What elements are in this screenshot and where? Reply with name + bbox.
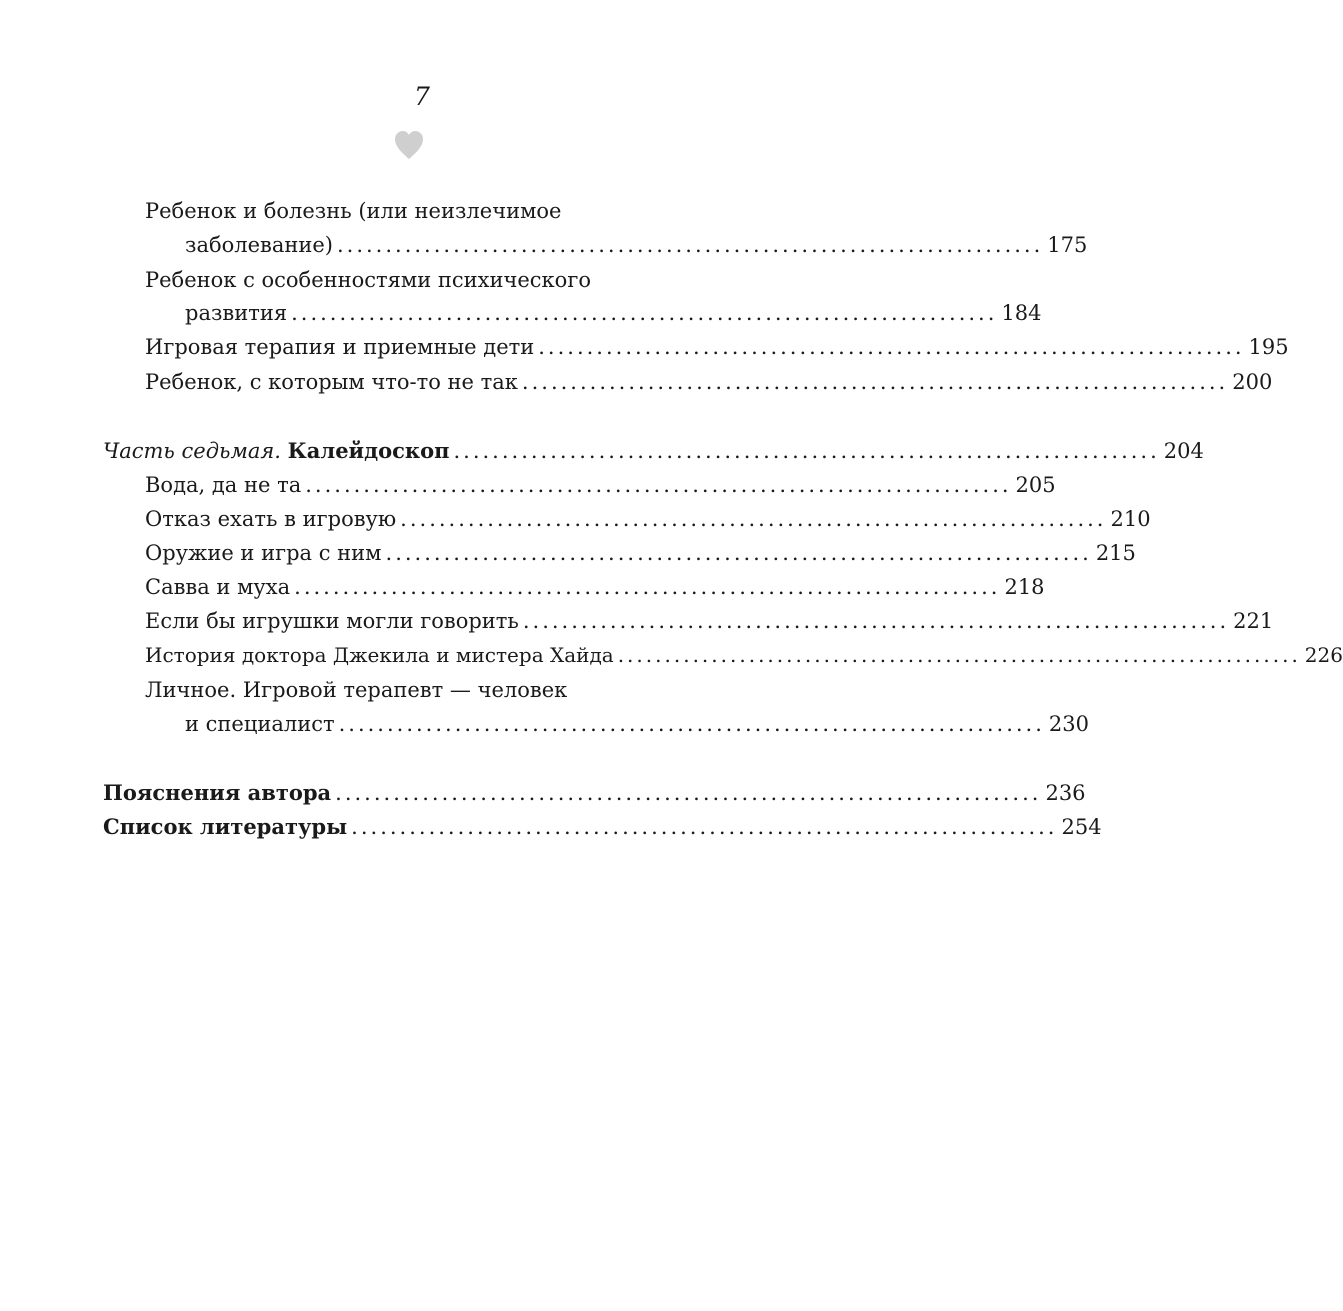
leader-dots: ......................................................................... xyxy=(617,643,1301,667)
page-number: 7 xyxy=(414,82,430,111)
leader-dots: ......................................................................... xyxy=(522,609,1230,633)
toc-entry-page: 175 xyxy=(1047,233,1088,257)
toc-part xyxy=(103,435,1204,467)
toc-entry-title: Оружие и игра с ним xyxy=(145,541,382,565)
toc-entry-page: 210 xyxy=(1110,507,1151,531)
heart-icon xyxy=(392,128,426,162)
leader-dots: ......................................................................... xyxy=(291,301,998,325)
toc-entry-title: Игровая терапия и приемные дети xyxy=(145,335,535,359)
toc-section-title: Список литературы xyxy=(103,814,348,839)
leader-dots: ......................................................................... xyxy=(336,233,1044,257)
toc-section-page: 254 xyxy=(1061,815,1102,839)
toc-entry-page: 195 xyxy=(1248,335,1289,359)
toc-part-title: Калейдоскоп xyxy=(287,438,450,463)
toc-entry-line: Ребенок и болезнь (или неизлечимое xyxy=(145,199,562,223)
toc-entry-title: и специалист xyxy=(185,712,335,736)
leader-dots: ......................................................................... xyxy=(338,712,1045,736)
toc-entry xyxy=(145,639,1343,671)
toc-entry-line: Ребенок с особенностями психического xyxy=(145,268,591,292)
leader-dots: ......................................................................... xyxy=(453,439,1160,463)
toc-section-page: 236 xyxy=(1045,781,1086,805)
toc-entry-page: 226 xyxy=(1304,643,1343,667)
toc-entry-page: 230 xyxy=(1048,712,1089,736)
toc-entry-page: 215 xyxy=(1095,541,1136,565)
toc-entry-page: 221 xyxy=(1233,609,1274,633)
toc-entry-title: Отказ ехать в игровую xyxy=(145,507,397,531)
toc-entry xyxy=(185,297,1042,329)
toc-entry xyxy=(145,469,1056,501)
leader-dots: ......................................................................... xyxy=(294,575,1001,599)
toc-entry-title: Если бы игрушки могли говорить xyxy=(145,609,519,633)
toc-entry-page: 218 xyxy=(1004,575,1045,599)
toc-part-prefix: Часть седьмая. xyxy=(103,439,281,463)
toc-entry-page: 205 xyxy=(1015,473,1056,497)
toc-part-page: 204 xyxy=(1163,439,1204,463)
leader-dots: ......................................................................... xyxy=(521,370,1229,394)
toc-entry-title: История доктора Джекила и мистера Хайда xyxy=(145,643,614,667)
toc-entry xyxy=(145,571,1045,603)
leader-dots: ......................................................................... xyxy=(538,335,1245,359)
toc-entry-title: Вода, да не та xyxy=(145,473,302,497)
toc-entry-title: заболевание) xyxy=(185,233,333,257)
toc-section xyxy=(103,777,1086,809)
leader-dots: ......................................................................... xyxy=(385,541,1092,565)
leader-dots: ......................................................................... xyxy=(400,507,1107,531)
toc-entry xyxy=(145,605,1274,637)
toc-entry-line: Личное. Игровой терапевт — человек xyxy=(145,678,568,702)
leader-dots: ......................................................................... xyxy=(335,781,1042,805)
toc-entry xyxy=(145,537,1136,569)
toc-entry-title: Савва и муха xyxy=(145,575,291,599)
toc-entry xyxy=(145,366,1273,398)
toc-entry-title: Ребенок, с которым что-то не так xyxy=(145,370,518,394)
leader-dots: ......................................................................... xyxy=(351,815,1058,839)
toc-entry xyxy=(145,331,1289,363)
toc-entry xyxy=(185,229,1088,261)
toc-entry xyxy=(145,503,1151,535)
toc-entry-page: 200 xyxy=(1232,370,1273,394)
toc-section xyxy=(103,811,1102,843)
leader-dots: ......................................................................... xyxy=(305,473,1012,497)
toc-entry-title: развития xyxy=(185,301,288,325)
toc-section-title: Пояснения автора xyxy=(103,780,332,805)
toc-entry-page: 184 xyxy=(1001,301,1042,325)
toc-entry xyxy=(185,708,1089,740)
